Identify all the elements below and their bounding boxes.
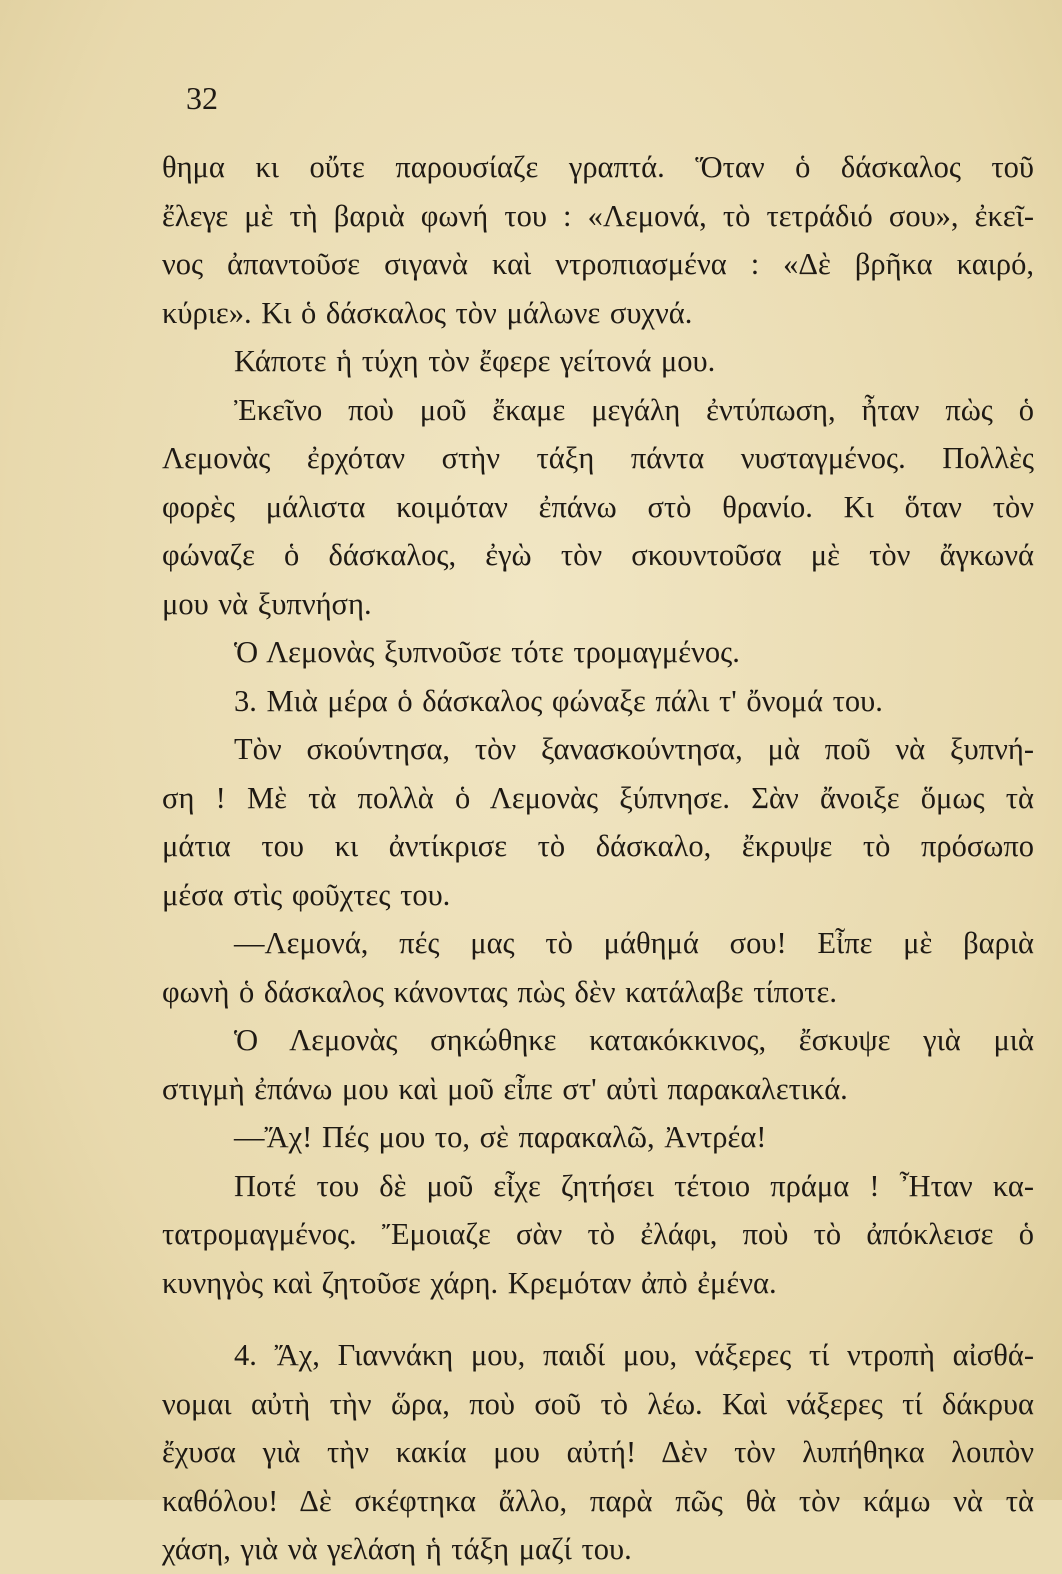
text-line: Λεμονὰς ἐρχόταν στὴν τάξη πάντα νυσταγμένος. Πολλὲς: [162, 441, 1034, 475]
text-line: καθόλου! Δὲ σκέφτηκα ἄλλο, παρὰ πῶς θὰ τὸν κάμω νὰ τὰ: [162, 1483, 1034, 1518]
text-line: Ὁ Λεμονὰς σηκώθηκε κατακόκκινος, ἔσκυψε γιὰ μιὰ: [234, 1023, 1034, 1057]
text-line: 3. Μιὰ μέρα ὁ δάσκαλος φώναξε πάλι τ' ὄνομά του.: [234, 683, 883, 718]
text-line: Τὸν σκούντησα, τὸν ξανασκούντησα, μὰ ποῦ νὰ ξυπνή-: [234, 732, 1034, 766]
text-line: μου νὰ ξυπνήση.: [162, 586, 372, 621]
text-line: Ὁ Λεμονὰς ξυπνοῦσε τότε τρομαγμένος.: [234, 635, 740, 669]
text-line: τατρομαγμένος. Ἔμοιαζε σὰν τὸ ἐλάφι, ποὺ τὸ ἀπόκλεισε ὁ: [162, 1217, 1034, 1251]
text-line: ἔχυσα γιὰ τὴν κακία μου αὐτή! Δὲν τὸν λυπήθηκα λοιπὸν: [162, 1435, 1034, 1469]
text-line: χάση, γιὰ νὰ γελάση ἡ τάξη μαζί του.: [162, 1532, 632, 1566]
text-line: Κάποτε ἡ τύχη τὸν ἔφερε γείτονά μου.: [234, 344, 716, 378]
text-line: ση ! Μὲ τὰ πολλὰ ὁ Λεμονὰς ξύπνησε. Σὰν ἄνοιξε ὅμως τὰ: [162, 780, 1034, 815]
text-line: Ποτέ του δὲ μοῦ εἶχε ζητήσει τέτοιο πράμα ! Ἦταν κα-: [234, 1168, 1034, 1203]
text-line: νομαι αὐτὴ τὴν ὥρα, ποὺ σοῦ τὸ λέω. Καὶ νάξερες τί δάκρυα: [162, 1386, 1034, 1421]
text-line: φώναζε ὁ δάσκαλος, ἐγὼ τὸν σκουντοῦσα μὲ τὸν ἄγκωνά: [162, 538, 1034, 572]
text-line: φορὲς μάλιστα κοιμόταν ἐπάνω στὸ θρανίο. Κι ὅταν τὸν: [162, 489, 1034, 524]
text-line: —Λεμονά, πές μας τὸ μάθημά σου! Εἶπε μὲ βαριὰ: [234, 926, 1034, 960]
page-number: 32: [186, 80, 218, 116]
text-line: —Ἄχ! Πές μου το, σὲ παρακαλῶ, Ἀντρέα!: [234, 1120, 767, 1154]
text-line: νος ἀπαντοῦσε σιγανὰ καὶ ντροπιασμένα : «Δὲ βρῆκα καιρό,: [162, 247, 1034, 281]
text-line: μέσα στὶς φοῦχτες του.: [162, 877, 451, 912]
text-line: ἔλεγε μὲ τὴ βαριὰ φωνή του : «Λεμονά, τὸ τετράδιό σου», ἐκεῖ-: [162, 198, 1034, 233]
text-line: 4. Ἄχ, Γιαννάκη μου, παιδί μου, νάξερες τί ντροπὴ αἰσθά-: [234, 1338, 1034, 1372]
text-line: φωνὴ ὁ δάσκαλος κάνοντας πὼς δὲν κατάλαβε τίποτε.: [162, 974, 837, 1009]
text-line: θημα κι οὔτε παρουσίαζε γραπτά. Ὅταν ὁ δάσκαλος τοῦ: [162, 150, 1034, 184]
text-line: μάτια του κι ἀντίκρισε τὸ δάσκαλο, ἔκρυψε τὸ πρόσωπο: [162, 829, 1034, 863]
text-line: Ἐκεῖνο ποὺ μοῦ ἔκαμε μεγάλη ἐντύπωση, ἦταν πὼς ὁ: [234, 392, 1034, 427]
body-text: [162, 143, 1034, 1574]
text-line: κυνηγὸς καὶ ζητοῦσε χάρη. Κρεμόταν ἀπὸ ἐμένα.: [162, 1265, 777, 1300]
text-line: κύριε». Κι ὁ δάσκαλος τὸν μάλωνε συχνά.: [162, 295, 693, 330]
text-line: στιγμὴ ἐπάνω μου καὶ μοῦ εἶπε στ' αὐτὶ παρακαλετικά.: [162, 1071, 848, 1106]
section-gap: [162, 1307, 1034, 1331]
